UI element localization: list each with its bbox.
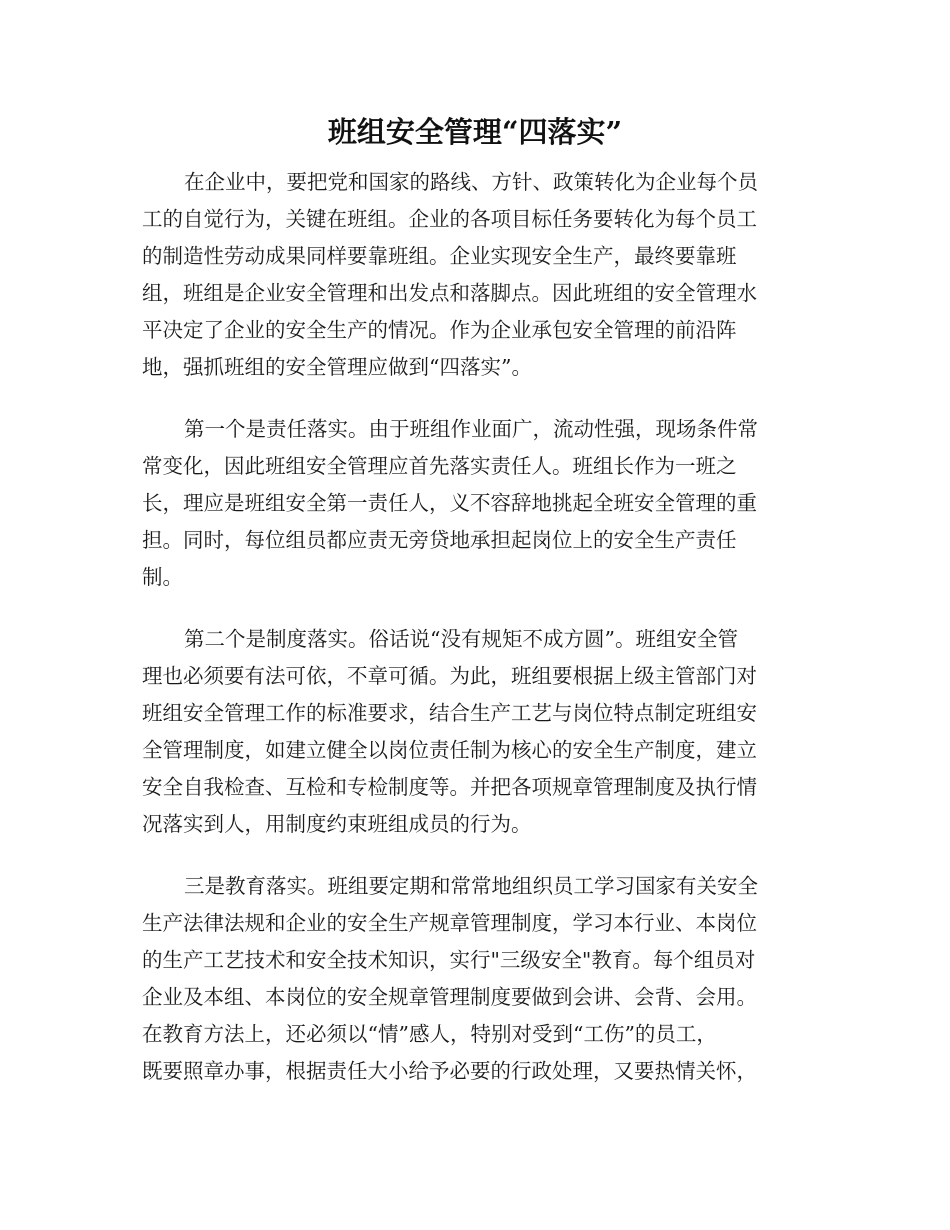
paragraph-line: 况落实到人，用制度约束班组成员的行为。 <box>142 812 532 836</box>
paragraph-line: 既要照章办事，根据责任大小给予必要的行政处理，又要热情关怀， <box>142 1059 757 1083</box>
paragraph-line: 担。同时，每位组员都应责无旁贷地承担起岗位上的安全生产责任 <box>142 528 737 552</box>
paragraph-line: 三是教育落实。班组要定期和常常地组织员工学习国家有关安全 <box>184 874 758 898</box>
paragraph-line: 的生产工艺技术和安全技术知识，实行"三级安全"教育。每个组员对 <box>142 948 756 972</box>
paragraph-line: 生产法律法规和企业的安全生产规章管理制度，学习本行业、本岗位 <box>142 911 757 935</box>
paragraph-responsibility <box>142 411 802 596</box>
paragraph-line: 组，班组是企业安全管理和出发点和落脚点。因此班组的安全管理水 <box>142 281 757 305</box>
paragraph-line: 长，理应是班组安全第一责任人，义不容辞地挑起全班安全管理的重 <box>142 491 757 515</box>
paragraph-line: 全管理制度，如建立健全以岗位责任制为核心的安全生产制度，建立 <box>142 738 757 762</box>
paragraph-line: 理也必须要有法可依，不章可循。为此，班组要根据上级主管部门对 <box>142 664 757 688</box>
paragraph-system <box>142 621 802 843</box>
paragraph-line: 制。 <box>142 565 183 589</box>
paragraph-line: 的制造性劳动成果同样要靠班组。企业实现安全生产，最终要靠班 <box>142 244 737 268</box>
paragraph-line: 班组安全管理工作的标准要求，结合生产工艺与岗位特点制定班组安 <box>142 701 757 725</box>
paragraph-line: 常变化，因此班组安全管理应首先落实责任人。班组长作为一班之 <box>142 454 737 478</box>
paragraph-line: 在企业中，要把党和国家的路线、方针、政策转化为企业每个员 <box>184 170 758 194</box>
paragraph-education <box>142 868 802 1090</box>
paragraph-line: 企业及本组、本岗位的安全规章管理制度要做到会讲、会背、会用。 <box>142 985 757 1009</box>
paragraph-line: 平决定了企业的安全生产的情况。作为企业承包安全管理的前沿阵 <box>142 318 737 342</box>
document-title: 班组安全管理“四落实” <box>327 115 623 149</box>
paragraph-line: 在教育方法上，还必须以“情”感人，特别对受到“工伤”的员工， <box>142 1022 717 1046</box>
paragraph-line: 第二个是制度落实。俗话说“没有规矩不成方圆”。班组安全管 <box>184 627 738 651</box>
document-body <box>142 164 802 1115</box>
paragraph-line: 第一个是责任落实。由于班组作业面广，流动性强，现场条件常 <box>184 417 758 441</box>
paragraph-intro <box>142 164 802 386</box>
paragraph-line: 工的自觉行为，关键在班组。企业的各项目标任务要转化为每个员工 <box>142 207 757 231</box>
paragraph-line: 地，强抓班组的安全管理应做到“四落实”。 <box>142 355 532 379</box>
paragraph-line: 安全自我检查、互检和专检制度等。并把各项规章管理制度及执行情 <box>142 775 757 799</box>
